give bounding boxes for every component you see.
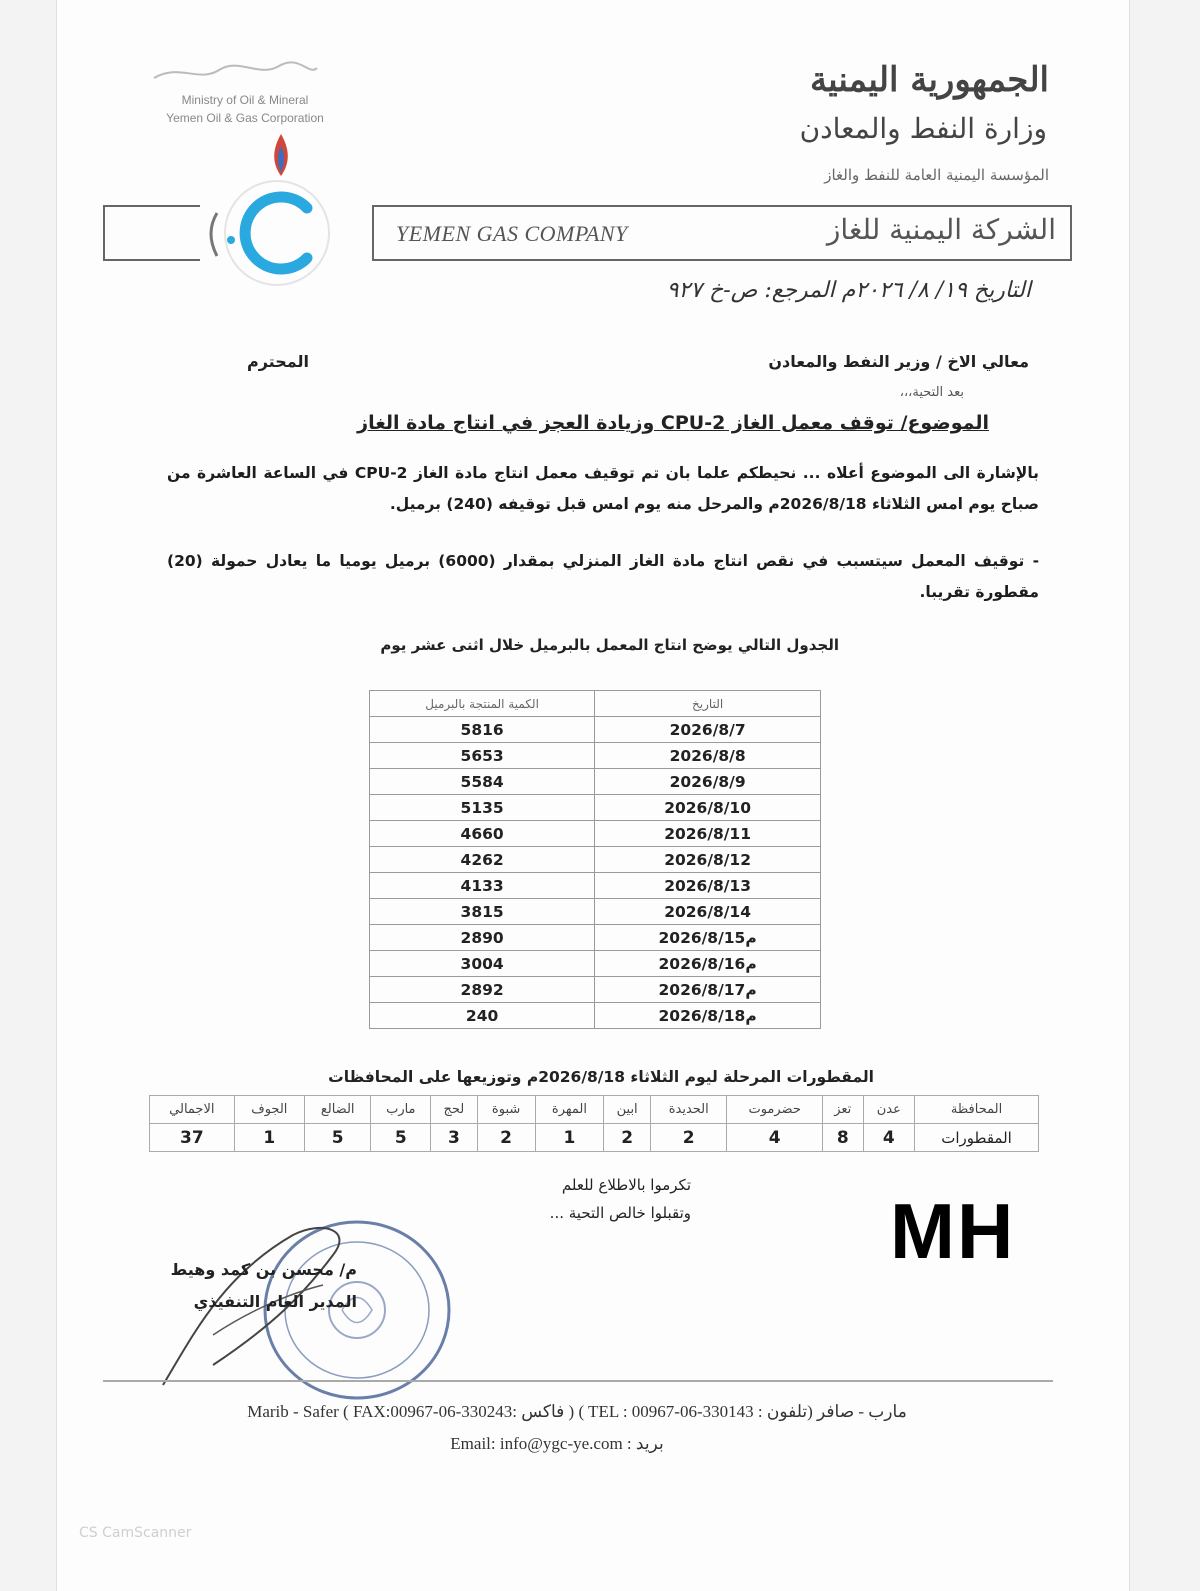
quantity-cell: 3815 (370, 899, 595, 925)
date-cell: 2026/8/18م (595, 1003, 821, 1029)
closing-line-2: وتقبلوا خالص التحية ... (549, 1204, 691, 1222)
province-name-cell: حضرموت (727, 1096, 823, 1124)
ministry-en: Ministry of Oil & Mineral (181, 93, 309, 107)
distribution-table (149, 1095, 1039, 1152)
province-label: المحافظة (915, 1096, 1039, 1124)
date-cell: 2026/8/7 (595, 717, 821, 743)
quantity-cell: 2890 (370, 925, 595, 951)
quantity-cell: 4660 (370, 821, 595, 847)
company-logo-icon (177, 178, 377, 288)
date-cell: 2026/8/12 (595, 847, 821, 873)
table-row (370, 977, 821, 1003)
footer-email: Email: info@ygc-ye.com : بريد (450, 1434, 664, 1453)
date-cell: 2026/8/14 (595, 899, 821, 925)
scanner-watermark: CS CamScanner (79, 1525, 192, 1541)
province-name-cell: الاجمالي (150, 1096, 235, 1124)
date-header: التاريخ (595, 691, 821, 717)
subject-line: الموضوع/ توقف معمل الغاز CPU-2 وزيادة العجز في انتاج مادة الغاز (357, 412, 989, 434)
company-name-ar: الشركة اليمنية للغاز (826, 213, 1056, 246)
quantity-cell: 240 (370, 1003, 595, 1029)
table-row (370, 769, 821, 795)
signatory-title: المدير العام التنفيذي (193, 1292, 357, 1311)
quantity-cell: 4262 (370, 847, 595, 873)
table-row (370, 899, 821, 925)
province-name-cell: لحج (431, 1096, 477, 1124)
footer-divider (103, 1380, 1053, 1382)
date-cell: 2026/8/17م (595, 977, 821, 1003)
table-row (370, 951, 821, 977)
table-row (370, 1003, 821, 1029)
republic-ar: الجمهورية اليمنية (809, 60, 1049, 100)
company-name-en: YEMEN GAS COMPANY (396, 221, 628, 246)
quantity-cell: 5135 (370, 795, 595, 821)
trailer-count-cell: 3 (431, 1124, 477, 1152)
date-cell: 2026/8/10 (595, 795, 821, 821)
trailer-count-cell: 4 (863, 1124, 915, 1152)
table-intro: الجدول التالي يوضح انتاج المعمل بالبرميل خلال اثنى عشر يوم (380, 636, 839, 654)
table-row (370, 847, 821, 873)
table-row (370, 925, 821, 951)
date-cell: 2026/8/15م (595, 925, 821, 951)
addressee: معالي الاخ / وزير النفط والمعادن (768, 352, 1029, 371)
date-cell: 2026/8/8 (595, 743, 821, 769)
quantity-cell: 4133 (370, 873, 595, 899)
quantity-cell: 5653 (370, 743, 595, 769)
distribution-title: المقطورات المرحلة ليوم الثلاثاء 2026/8/18م وتوزيعها على المحافظات (328, 1068, 874, 1086)
province-name-cell: عدن (863, 1096, 915, 1124)
province-name-cell: الحديدة (651, 1096, 727, 1124)
date-cell: 2026/8/13 (595, 873, 821, 899)
reference-line: التاريخ ١٩/ ٨/ ٢٠٢٦م المرجع: ص-خ ٩٢٧ (666, 278, 1031, 303)
bullet-point: - توقيف المعمل سيتسبب في نقص انتاج مادة الغاز المنزلي بمقدار (6000) برميل يوميا ما يعادل حمولة (20) مقطورة تقريبا. (167, 552, 1040, 601)
ministry-ar: وزارة النفط والمعادن (799, 112, 1047, 145)
trailer-count-cell: 2 (651, 1124, 727, 1152)
table-row (370, 795, 821, 821)
table-row (370, 873, 821, 899)
trailer-count-cell: 5 (371, 1124, 431, 1152)
distribution-header-row (150, 1096, 1039, 1124)
production-table-body (370, 717, 821, 1029)
signatory-name: م/ محسن بن كمد وهيط (170, 1260, 357, 1279)
honorific: المحترم (247, 352, 309, 371)
province-name-cell: الجوف (234, 1096, 304, 1124)
quantity-cell: 5584 (370, 769, 595, 795)
trailer-count-cell: 37 (150, 1124, 235, 1152)
letter-page (56, 0, 1130, 1591)
date-cell: 2026/8/11 (595, 821, 821, 847)
table-row (370, 821, 821, 847)
body-paragraph: بالإشارة الى الموضوع أعلاه ... نحيطكم علما بان تم توقيف معمل انتاج مادة الغاز CPU-2 في الساعة العاشرة من صباح يوم امس الثلاثاء 2026/8/18م والمرحل منه يوم امس قبل توقيفه (240) برميل. (167, 464, 1039, 513)
quantity-cell: 2892 (370, 977, 595, 1003)
closing-line-1: تكرموا بالاطلاع للعلم (561, 1176, 691, 1194)
trailer-count-cell: 4 (727, 1124, 823, 1152)
quantity-cell: 3004 (370, 951, 595, 977)
greeting: بعد التحية،،، (899, 385, 964, 400)
distribution-values-row (150, 1124, 1039, 1152)
province-name-cell: تعز (822, 1096, 863, 1124)
footer-address: Marib - Safer ( FAX:00967-06-330243: فاكس ) ( TEL : 00967-06-330143 : تلفون) مارب - صافر (247, 1402, 907, 1421)
table-row (370, 717, 821, 743)
corporation-ar: المؤسسة اليمنية العامة للنفط والغاز (824, 166, 1049, 184)
corporation-en: Yemen Oil & Gas Corporation (166, 111, 324, 125)
province-name-cell: ابين (604, 1096, 651, 1124)
province-name-cell: مارب (371, 1096, 431, 1124)
date-cell: 2026/8/16م (595, 951, 821, 977)
province-name-cell: شبوة (477, 1096, 535, 1124)
production-table (369, 690, 821, 1029)
table-row (370, 743, 821, 769)
trailer-count-cell: 8 (822, 1124, 863, 1152)
trailer-count-cell: 1 (234, 1124, 304, 1152)
trailers-label: المقطورات (915, 1124, 1039, 1152)
quantity-cell: 5816 (370, 717, 595, 743)
trailer-count-cell: 5 (304, 1124, 370, 1152)
province-name-cell: المهرة (535, 1096, 604, 1124)
province-name-cell: الضالع (304, 1096, 370, 1124)
date-cell: 2026/8/9 (595, 769, 821, 795)
trailer-count-cell: 2 (604, 1124, 651, 1152)
company-banner (372, 205, 1072, 261)
quantity-header: الكمية المنتجة بالبرميل (370, 691, 595, 717)
logo-signature-scribble (149, 58, 319, 88)
flame-logo-icon (269, 132, 293, 180)
trailer-count-cell: 1 (535, 1124, 604, 1152)
trailer-count-cell: 2 (477, 1124, 535, 1152)
mh-mark: MH (890, 1187, 1016, 1275)
